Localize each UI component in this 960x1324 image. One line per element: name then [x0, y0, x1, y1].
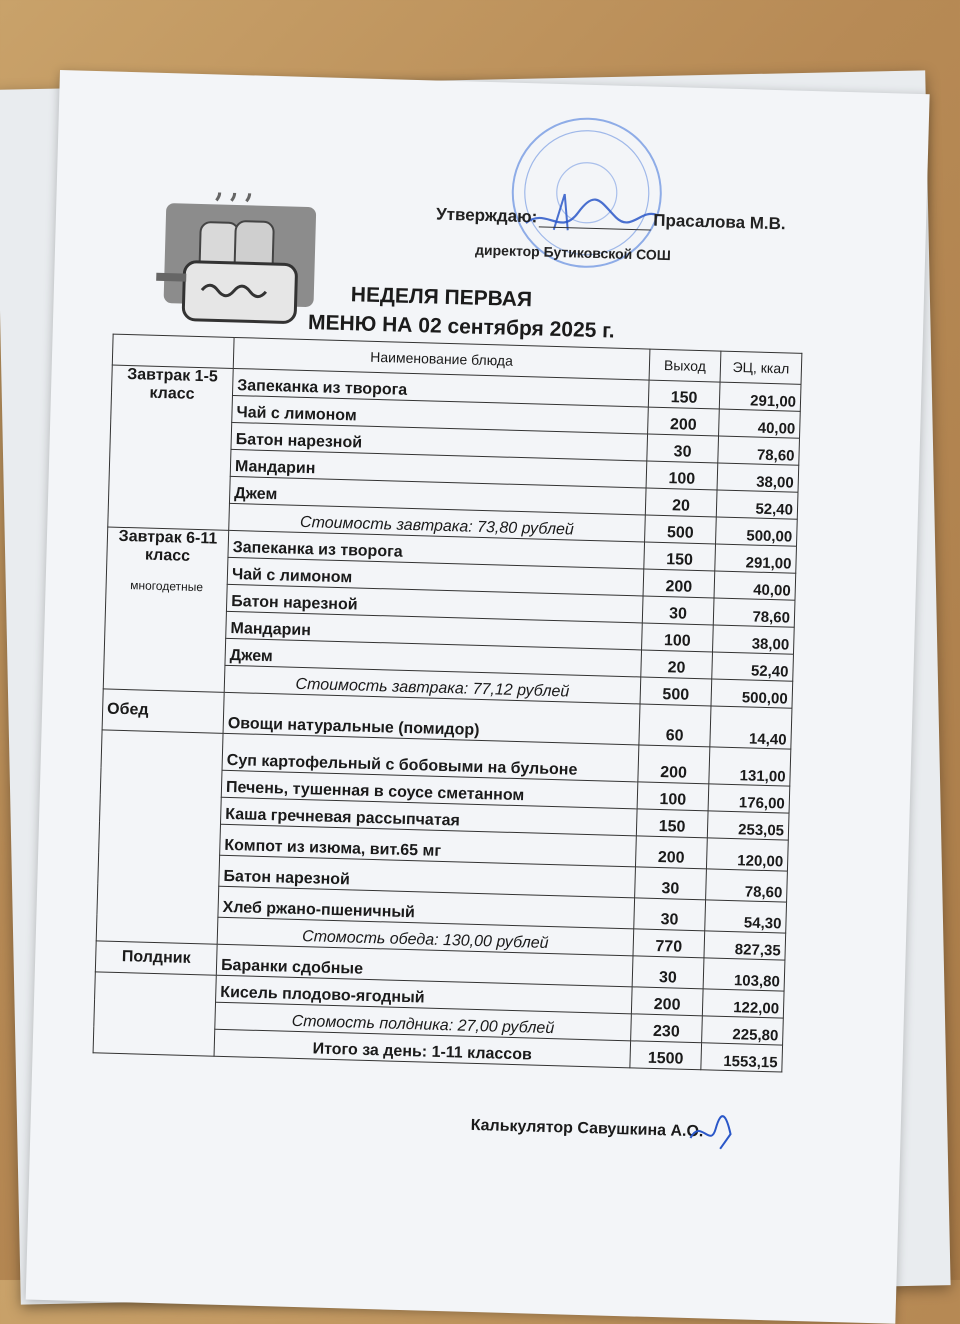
- dish-output: 200: [643, 569, 715, 598]
- dish-kcal: 78,60: [718, 436, 800, 465]
- dish-name: Овощи натуральные (помидор): [223, 692, 640, 745]
- dish-name: Чай с лимоном: [232, 395, 649, 434]
- snack-cost: Стомость полдника: 27,00 рублей: [215, 1002, 632, 1041]
- handwritten-signature: [685, 1108, 736, 1154]
- week-title: НЕДЕЛЯ ПЕРВАЯ: [350, 283, 533, 312]
- dish-output: 30: [634, 898, 706, 931]
- dish-name: Чай с лимоном: [227, 557, 644, 596]
- approver-position: директор Бутиковской СОШ: [474, 241, 672, 264]
- dish-name: Баранки сдобные: [216, 944, 633, 987]
- calculator-signature: Калькулятор Савушкина А.О.: [470, 1116, 704, 1141]
- dish-output: 100: [646, 461, 718, 490]
- section-snack-cont: [93, 972, 216, 1056]
- dish-output: 150: [636, 809, 708, 838]
- day-total-label: Итого за день: 1-11 классов: [214, 1029, 631, 1068]
- dish-kcal: 14,40: [710, 706, 792, 749]
- breakfast-cost: Стоимость завтрака: 77,12 рублей: [224, 665, 641, 704]
- dish-name: Хлеб ржано-пшеничный: [218, 886, 635, 929]
- dish-name: Запеканка из творога: [232, 368, 649, 407]
- dish-kcal: 253,05: [707, 811, 789, 840]
- dish-name: Батон нарезной: [219, 855, 636, 898]
- day-total-output: 1500: [630, 1041, 702, 1070]
- dish-output: 30: [642, 596, 714, 625]
- dish-kcal: 38,00: [717, 463, 799, 492]
- dish-output: 100: [637, 782, 709, 811]
- total-kcal: 827,35: [704, 931, 786, 960]
- section-lunch-cont: [96, 730, 223, 944]
- dish-name: Каша гречневая рассыпчатая: [221, 797, 638, 836]
- dish-name: Джем: [225, 638, 642, 677]
- dish-kcal: 52,40: [712, 652, 794, 681]
- dish-output: 200: [638, 745, 710, 784]
- total-kcal: 500,00: [711, 679, 793, 708]
- menu-sheet: [26, 70, 930, 1324]
- kcal-header: ЭЦ, ккал: [720, 351, 802, 384]
- toaster-icon: [153, 191, 327, 336]
- breakfast-cost: Стоимость завтрака: 73,80 рублей: [229, 503, 646, 542]
- dish-header: Наименование блюда: [233, 337, 650, 380]
- section-snack: Полдник: [95, 941, 217, 975]
- output-header: Выход: [649, 349, 721, 382]
- dish-kcal: 103,80: [703, 958, 785, 991]
- dish-name: Джем: [229, 476, 646, 515]
- dish-name: Мандарин: [226, 611, 643, 650]
- dish-output: 30: [632, 956, 704, 989]
- total-output: 500: [640, 677, 712, 706]
- dish-name: Батон нарезной: [231, 422, 648, 461]
- dish-output: 150: [648, 380, 720, 409]
- dish-output: 100: [642, 623, 714, 652]
- dish-kcal: 122,00: [702, 989, 784, 1018]
- dish-output: 200: [648, 407, 720, 436]
- dish-output: 20: [645, 488, 717, 517]
- dish-output: 30: [635, 867, 707, 900]
- day-total-kcal: 1553,15: [701, 1043, 783, 1072]
- total-output: 500: [645, 515, 717, 544]
- menu-date-title: МЕНЮ НА 02 сентября 2025 г.: [307, 311, 615, 343]
- dish-output: 20: [641, 650, 713, 679]
- dish-kcal: 54,30: [705, 900, 787, 933]
- dish-name: Суп картофельный с бобовыми на бульоне: [222, 733, 639, 782]
- dish-output: 150: [644, 542, 716, 571]
- lunch-cost: Стомость обеда: 130,00 рублей: [217, 917, 634, 956]
- dish-kcal: 291,00: [715, 544, 797, 573]
- total-kcal: 500,00: [716, 517, 798, 546]
- total-output: 230: [631, 1014, 703, 1043]
- dish-kcal: 40,00: [714, 571, 796, 600]
- section-header: [112, 334, 234, 368]
- dish-kcal: 78,60: [706, 869, 788, 902]
- section-lunch: Обед: [102, 689, 224, 733]
- dish-kcal: 120,00: [706, 838, 788, 871]
- menu-table: [93, 334, 803, 1073]
- dish-output: 200: [635, 836, 707, 869]
- section-breakfast-1-5: Завтрак 1-5 класс: [108, 365, 233, 530]
- dish-output: 30: [647, 434, 719, 463]
- dish-kcal: 176,00: [708, 784, 790, 813]
- dish-output: 200: [631, 987, 703, 1016]
- approver-name: Прасалова М.В.: [653, 210, 786, 234]
- dish-kcal: 291,00: [719, 382, 801, 411]
- total-output: 770: [633, 929, 705, 958]
- dish-kcal: 40,00: [719, 409, 801, 438]
- dish-name: Кисель плодово-ягодный: [216, 975, 633, 1014]
- section-breakfast-6-11: [103, 527, 228, 692]
- dish-name: Батон нарезной: [226, 584, 643, 623]
- section-label: Завтрак 6-11 класс: [118, 527, 218, 565]
- dish-kcal: 52,40: [716, 490, 798, 519]
- section-note: многодетные: [130, 578, 204, 595]
- dish-kcal: 78,60: [713, 598, 795, 627]
- dish-name: Запеканка из творога: [228, 530, 645, 569]
- approve-label: Утверждаю:: [435, 204, 538, 227]
- dish-output: 60: [639, 704, 711, 747]
- dish-name: Печень, тушенная в соусе сметанном: [221, 770, 638, 809]
- dish-kcal: 131,00: [709, 747, 791, 786]
- total-kcal: 225,80: [702, 1016, 784, 1045]
- dish-name: Мандарин: [230, 449, 647, 488]
- dish-name: Компот из изюма, вит.65 мг: [220, 824, 637, 867]
- signature-line: [539, 208, 651, 230]
- dish-kcal: 38,00: [713, 625, 795, 654]
